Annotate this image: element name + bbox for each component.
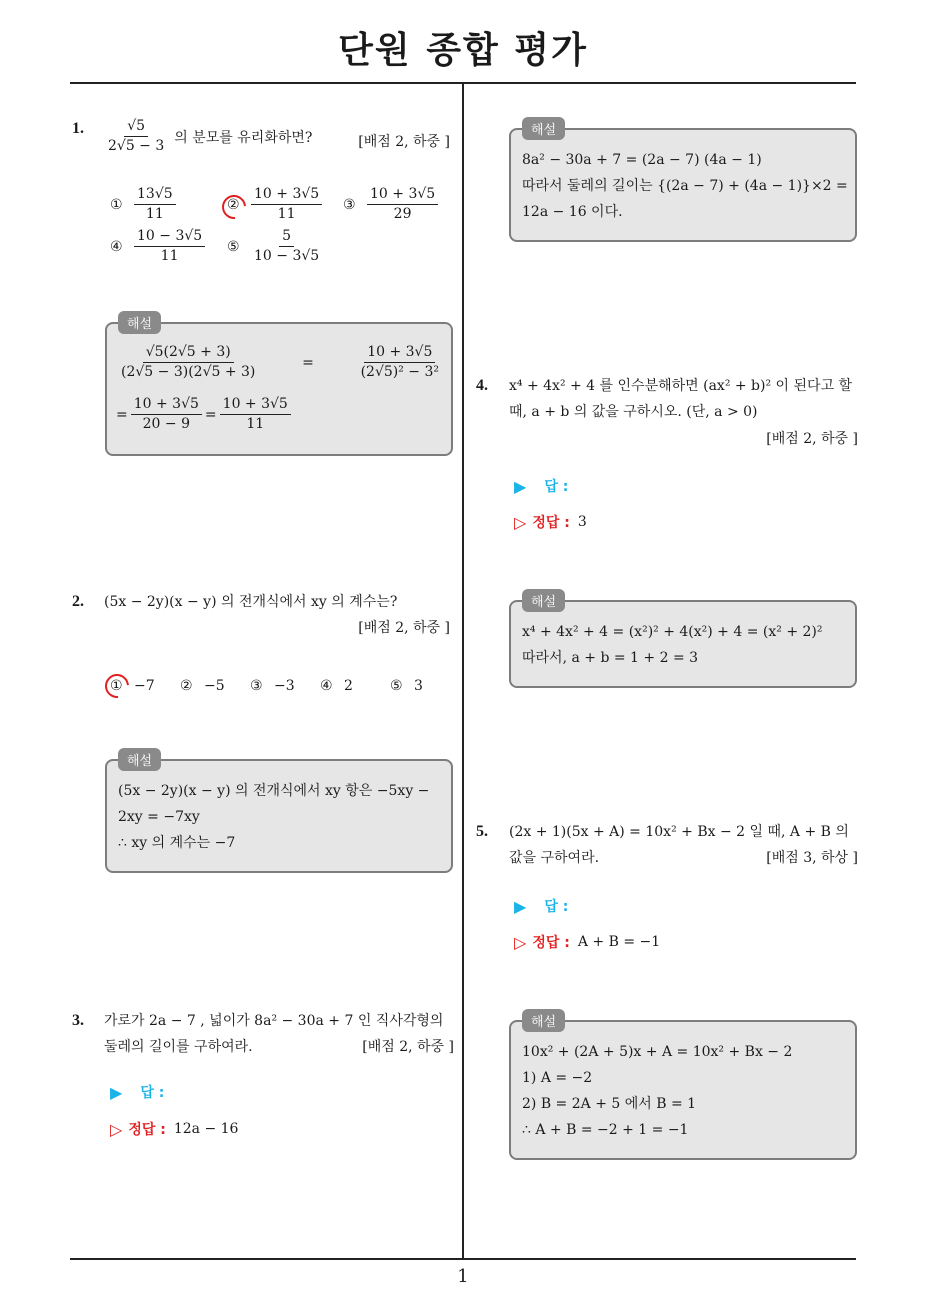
solution-text: (5x − 2y)(x − y) 의 전개식에서 xy 항은 −5xy − 2xy = −7xy ∴ xy 의 계수는 −7: [118, 783, 430, 851]
solution-tag: 해설: [522, 117, 565, 140]
score-label: [배점 2, 하중 ]: [766, 431, 858, 447]
play-icon: ▶: [514, 476, 527, 496]
outline-play-icon: ▷: [110, 1119, 123, 1139]
question-fraction: $\frac{√5}{2√5 - 3}$: [108, 118, 165, 154]
page-title: 단원 종합 평가: [338, 30, 588, 71]
option-2[interactable]: ② −5: [180, 678, 225, 694]
question-text: (2x + 1)(5x + A) = 10x² + Bx − 2 일 때, A + B 의 값을 구하여라.: [509, 824, 849, 866]
option-5[interactable]: ⑤ 3: [390, 678, 423, 694]
solution-tag: 해설: [522, 1009, 565, 1032]
option-5[interactable]: ⑤ $\frac{5}{10 - 3√5}$: [227, 228, 320, 264]
question-text: x⁴ + 4x² + 4 를 인수분해하면 (ax² + b)² 이 된다고 할 때, a + b 의 값을 구하시오. (단, a > 0): [509, 378, 853, 420]
selected-answer-mark: [100, 669, 134, 703]
answer-row: ▶ 답 :: [514, 896, 569, 916]
question-number: 1.: [72, 120, 84, 137]
option-4[interactable]: ④ 2: [320, 678, 353, 694]
option-1[interactable]: ① −7: [110, 678, 155, 694]
play-icon: ▶: [514, 896, 527, 916]
correct-answer-row: ▷ 정답 : 12a − 16: [110, 1119, 239, 1139]
question-number: 2.: [72, 593, 84, 610]
solution-line: = $\frac{10 + 3√5}{20 - 9}$ = $\frac{10 + 3√5}{11}$: [116, 396, 294, 433]
solution-tag: 해설: [522, 589, 565, 612]
score-label: [배점 2, 하중 ]: [358, 620, 450, 636]
option-2[interactable]: ② $\frac{10 + 3√5}{11}$: [227, 186, 325, 223]
solution-text: x⁴ + 4x² + 4 = (x²)² + 4(x²) + 4 = (x² + 2)² 따라서, a + b = 1 + 2 = 3: [522, 624, 823, 666]
question-text: (5x − 2y)(x − y) 의 전개식에서 xy 의 계수는?: [104, 594, 398, 610]
solution-line: $\frac{√5(2√5 + 3)}{(2√5 - 3)(2√5 + 3)}$ = $\frac{10 + 3√5}{\text{(2√5)² − 3²}}$: [121, 344, 439, 380]
question-number: 3.: [72, 1012, 84, 1029]
solution-tag: 해설: [118, 748, 161, 771]
correct-answer-row: ▷ 정답 : 3: [514, 512, 587, 532]
footer-rule: [70, 1258, 856, 1260]
column-divider: [462, 83, 464, 1259]
outline-play-icon: ▷: [514, 932, 527, 952]
correct-answer-row: ▷ 정답 : A + B = −1: [514, 932, 661, 952]
question-number: 4.: [476, 377, 488, 394]
option-4[interactable]: ④ $\frac{10 - 3√5}{11}$: [110, 228, 208, 265]
score-label: [배점 3, 하상 ]: [766, 850, 858, 866]
solution-text: 8a² − 30a + 7 = (2a − 7) (4a − 1) 따라서 둘레의 길이는 {(2a − 7) + (4a − 1)}×2 = 12a − 16 이다.: [522, 152, 848, 220]
page-number: 1: [457, 1266, 469, 1287]
solution-text: 10x² + (2A + 5)x + A = 10x² + Bx − 2 1) A = −2 2) B = 2A + 5 에서 B = 1 ∴ A + B = −2 + 1 = −1: [522, 1044, 793, 1138]
question-text: 가로가 2a − 7 , 넓이가 8a² − 30a + 7 인 직사각형의 둘레의 길이를 구하여라.: [104, 1013, 444, 1055]
play-icon: ▶: [110, 1082, 123, 1102]
score-label: [배점 2, 하중 ]: [362, 1039, 454, 1055]
option-3[interactable]: ③ −3: [250, 678, 295, 694]
option-1[interactable]: ① $\frac{13√5}{11}$: [110, 186, 179, 223]
solution-box: [105, 322, 453, 456]
outline-play-icon: ▷: [514, 512, 527, 532]
solution-tag: 해설: [118, 311, 161, 334]
question-number: 5.: [476, 823, 488, 840]
option-3[interactable]: ③ $\frac{10 + 3√5}{29}$: [343, 186, 441, 223]
answer-row: ▶ 답 :: [514, 476, 569, 496]
score-label: [배점 2, 하중 ]: [358, 134, 450, 150]
question-text: $\frac{√5}{2√5 - 3}$ 의 분모를 유리화하면?: [102, 118, 312, 155]
answer-row: ▶ 답 :: [110, 1082, 165, 1102]
